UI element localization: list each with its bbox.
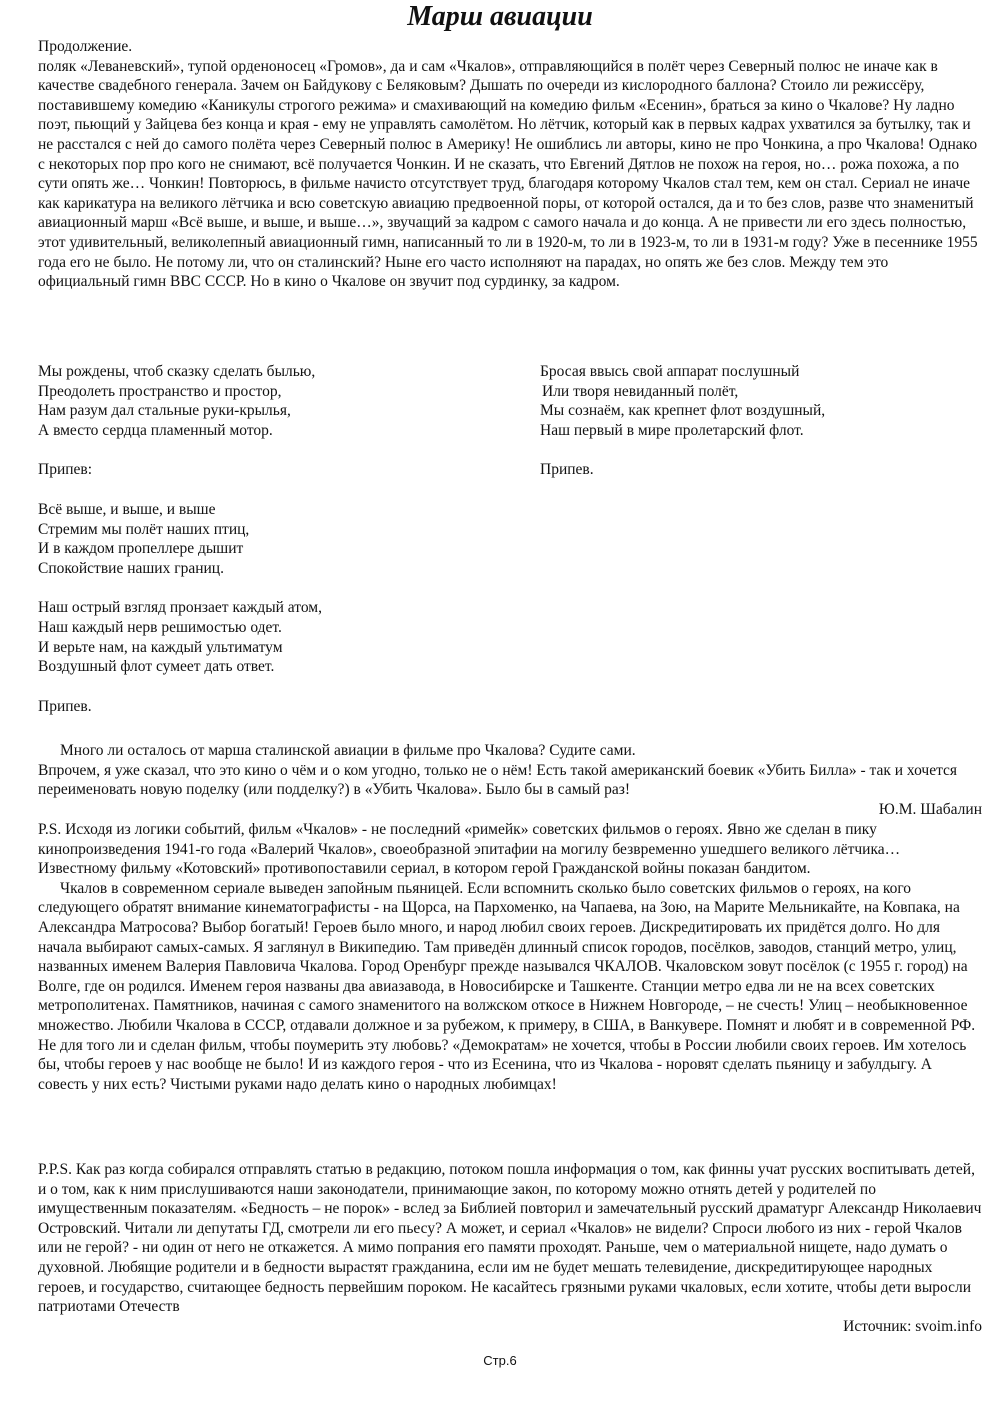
refrain-line: Всё выше, и выше, и выше xyxy=(38,500,216,518)
continuation-heading: Продолжение. xyxy=(38,38,133,55)
verse-line: Наш первый в мире пролетарский флот. xyxy=(540,421,804,439)
closing-paragraph: Впрочем, я уже сказал, что это кино о чём и о ком угодно, только не о нём! Есть такой американский боевик «Убить Билла» - так и хочется переименовать новую поделку (или подделку?) в «Убить Чкалова». Было бы в самый раз! xyxy=(38,761,958,799)
verse-line: Мы рождены, чтоб сказку сделать былью, xyxy=(38,363,316,380)
intro-paragraph: поляк «Леваневский», тупой орденоносец «Громов», да и сам «Чкалов», отправляющийся в полёт через Северный полюс не иначе как в качестве свадебного генерала. Зачем он Байдукову с Беляковым? Дышать по очереди из кислородного баллона? Стоило ли режиссёру, поставившему комедию «Каникулы строгого режима» и смахивающий на комедию фильм «Есенин», браться за кино о Чкалове? Ну ладно поэт, пьющий у Зайцева без конца и края - ему не управлять самолётом. Но лётчик, который как в первых кадрах ухватился за бутылку, так и не расстался с ней до самого полёта через Северный полюс в Америку! Не ошиблись ли авторы, кино не про Чонкина, а про Чкалова! Однако с некоторых пор про кого не снимают, всё получается Чонкин. И не сказать, что Евгений Дятлов не похож на героя, но… рожа похожа, а по сути опять же… Чонкин! Повторюсь, в фильме начисто отсутствует труд, благодаря которому Чкалов стал тем, кем он стал. Сериал не иначе как карикатура на великого лётчика и всю советскую авиацию предвоенной поры, от которой остался, да и то без слов, разве что знаменитый авиационный марш «Всё выше, и выше, и выше…», звучащий за кадром с самого начала и до конца. А не привести ли его здесь полностью, этот удивительный, великолепный авиационный гимн, написанный то ли в 1920-м, то ли в 1923-м, то ли в 1931-м году? Уже в песеннике 1955 года его не было. Не потому ли, что он сталинский? Ныне его часто исполняют на парадах, но опять же без слов. Между тем это официальный гимн ВВС СССР. Но в кино о Чкалове он звучит под сурдинку, за кадром. xyxy=(38,57,978,291)
refrain-line: И в каждом пропеллере дышит xyxy=(38,540,244,558)
page-number: Стр.6 xyxy=(483,1353,517,1368)
refrain xyxy=(38,500,508,578)
refrain-label-text: Припев: xyxy=(38,461,93,479)
song-left-column xyxy=(38,362,508,736)
verse-line: И верьте нам, на каждый ультиматум xyxy=(38,638,283,656)
refrain-label xyxy=(38,460,508,480)
refrain-label xyxy=(540,460,980,480)
refrain-label-text: Припев. xyxy=(38,697,92,715)
verse-2 xyxy=(38,598,508,676)
verse-line: Бросая ввысь свой аппарат послушный xyxy=(540,363,800,380)
refrain-line: Спокойствие наших границ. xyxy=(38,559,224,577)
refrain-label-end xyxy=(38,697,508,717)
verse-line: Мы сознаём, как крепнет флот воздушный, xyxy=(540,402,826,420)
verse-line: А вместо сердца пламенный мотор. xyxy=(38,421,273,439)
verse-line: Преодолеть пространство и простор, xyxy=(38,382,282,400)
refrain-line: Стремим мы полёт наших птиц, xyxy=(38,520,250,538)
author-signature: Ю.М. Шабалин xyxy=(878,800,982,818)
song-title: Марш авиации xyxy=(407,1,593,32)
source-line: Источник: svoim.info xyxy=(843,1317,982,1335)
pps-section xyxy=(38,1160,982,1336)
ps-paragraph-1: P.S. Исходя из логики событий, фильм «Чкалов» - не последний «римейк» советских фильмов о героях. Явно же сделан в пику кинопроизведения 1941-го года «Валерий Чкалов», своеобразной эпитафии на могилу безвременно ушедшего великого лётчика… Известному фильму «Котовский» противопоставили сериал, в котором герой Гражданской войны показан бандитом. xyxy=(38,821,901,878)
verse-line: Или творя невиданный полёт, xyxy=(542,382,739,400)
ps-paragraph-2: Чкалов в современном сериале выведен запойным пьяницей. Если вспомнить сколько было советских фильмов о героях, на кого следующего обратят внимание кинематографисты - на Щорса, на Пархоменко, на Чапаева, на Зою, на Марите Мельникайте, на Ковпака, на Александра Матросова? Выбор богатый! Героев было много, и народ любил своих героев. Дискредитировать их придётся долго. Но для начала выбирают самых-самых. Я заглянул в Википедию. Там приведён длинный список городов, посёлков, заводов, станций метро, улиц, названных именем Валерия Павловича Чкалова. Город Оренбург прежде назывался ЧКАЛОВ. Чкаловском зовут посёлок (с 1955 г. город) на Волге, где он родился. Именем героя названы два авиазавода, в Новосибирске и Ташкенте. Станции метро едва ли не на всех советских метрополитенах. Памятников, начиная с самого знаменитого на волжском откосе в Нижнем Новгороде, – не счесть! Улиц – необыкновенное множество. Любили Чкалова в СССР, отдавали должное и за рубежом, к примеру, в США, в Ванкувере. Помнят и любят и в современной РФ. Не для того ли и сделан фильм, чтобы поумерить эту любовь? «Демократам» не хочется, чтобы в России любили своих героев. Им хотелось бы, чтобы героев у нас вообще не было! И из каждого героя - что из Есенина, что из Чкалова - норовят сделать пьяницу и забулдыгу. А совесть у них есть? Чистыми руками надо делать кино о народных любимцах! xyxy=(38,879,976,1093)
pps-paragraph: P.P.S. Как раз когда собирался отправлять статью в редакцию, потоком пошла информация о том, как финны учат русских воспитывать детей, и о том, как к ним прислушиваются наши законодатели, принимающие закон, по которому можно отнять детей у родителей по имущественным показателям. «Бедность – не порок» - вслед за Библией повторил и замечательный русский драматург Александр Николаевич Островский. Читали ли депутаты ГД, смотрели ли его пьесу? А может, и сериал «Чкалов» не видели? Спроси любого из них - герой Чкалов или не герой? - ни один от него не откажется. А мимо попрания его памяти проходят. Раньше, чем о материальной нищете, надо думать о духовной. Любящие родители и в бедности вырастят гражданина, если им не будет мешать телевидение, дискредитирующее народных героев, и государство, считающее бедность первейшим пороком. Не касайтесь грязными руками чкаловых, если хотите, чтобы дети выросли патриотами Отечеств xyxy=(38,1161,982,1316)
song-right-column xyxy=(540,362,980,500)
intro-section xyxy=(38,37,982,292)
verse-1 xyxy=(38,362,508,440)
verse-line: Наш острый взгляд пронзает каждый атом, xyxy=(38,599,322,617)
ps-section xyxy=(38,820,982,1094)
refrain-label-text: Припев. xyxy=(540,461,594,479)
verse-3 xyxy=(540,362,980,440)
verse-line: Нам разум дал стальные руки-крылья, xyxy=(38,402,291,420)
verse-line: Наш каждый нерв решимостью одет. xyxy=(38,618,282,636)
closing-section xyxy=(38,741,982,819)
verse-line: Воздушный флот сумеет дать ответ. xyxy=(38,658,275,676)
closing-question: Много ли осталось от марша сталинской авиации в фильме про Чкалова? Судите сами. xyxy=(60,742,636,759)
